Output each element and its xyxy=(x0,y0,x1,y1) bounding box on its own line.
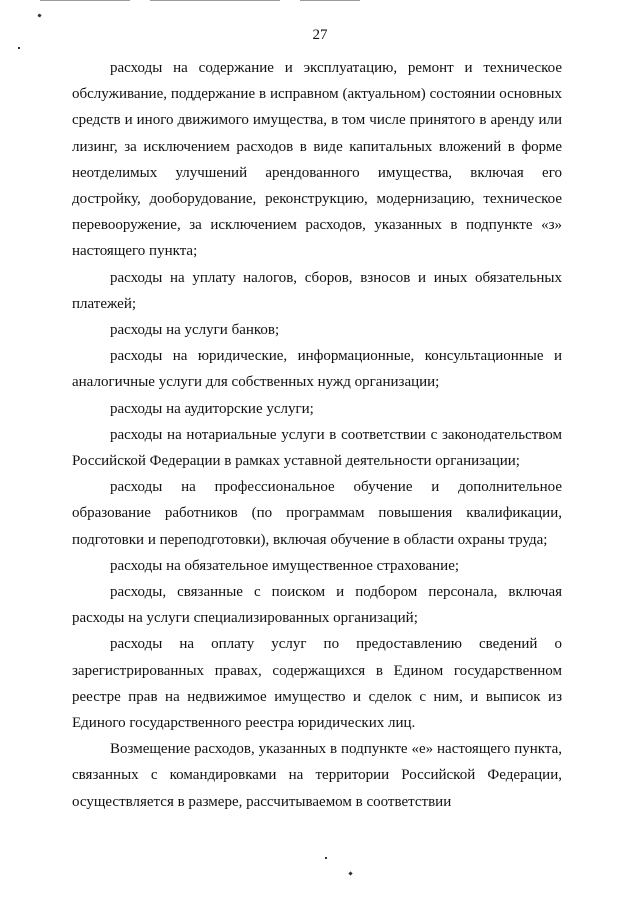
scan-top-rule xyxy=(40,0,130,1)
scan-top-rule xyxy=(150,0,280,1)
paragraph: расходы на аудиторские услуги; xyxy=(110,400,314,417)
paragraph: расходы, связанные с поиском и подбором персонала, включая расходы на услуги специализированных организаций; xyxy=(72,584,562,627)
scan-top-rule xyxy=(300,0,360,1)
paragraph: расходы на обязательное имущественное страхование; xyxy=(110,557,460,574)
scan-speck xyxy=(325,857,327,859)
scan-speck xyxy=(37,13,41,17)
paragraph: Возмещение расходов, указанных в подпункте «е» настоящего пункта, связанных с командировками на территории Российской Федерации, осуществляется в размере, рассчитываемом в соответствии xyxy=(72,741,562,810)
paragraph: расходы на оплату услуг по предоставлению сведений о зарегистрированных правах, содержащихся в Едином государственном реестре прав на недвижимое имущество и сделок с ним, и выписок из Единого государственного реестра юридических лиц. xyxy=(72,636,562,732)
paragraph: расходы на юридические, информационные, консультационные и аналогичные услуги для собственных нужд организации; xyxy=(72,348,562,391)
paragraph: расходы на уплату налогов, сборов, взносов и иных обязательных платежей; xyxy=(72,269,562,312)
body-text xyxy=(72,55,562,815)
scan-speck xyxy=(18,47,20,49)
paragraph: расходы на нотариальные услуги в соответствии с законодательством Российской Федерации в рамках уставной деятельности организации; xyxy=(72,426,562,470)
paragraph: расходы на содержание и эксплуатацию, ремонт и техническое обслуживание, поддержание в исправном (актуальном) состоянии основных средств и иного движимого имущества, в том числе принятого в аренду или лизинг, за исключением расходов в виде капитальных вложений в форме неотделимых улучшений арендованного имущества, включая его достройку, дооборудование, реконструкцию, модернизацию, техническое перевооружение, за исключением расходов, указанных в подпункте «з» настоящего пункта; xyxy=(72,60,562,260)
page-number: 27 xyxy=(312,27,328,43)
paragraph: расходы на услуги банков; xyxy=(110,322,280,339)
scan-speck xyxy=(348,871,352,875)
paragraph: расходы на профессиональное обучение и дополнительное образование работников (по программам повышения квалификации, подготовки и переподготовки), включая обучение в области охраны труда; xyxy=(72,479,562,548)
